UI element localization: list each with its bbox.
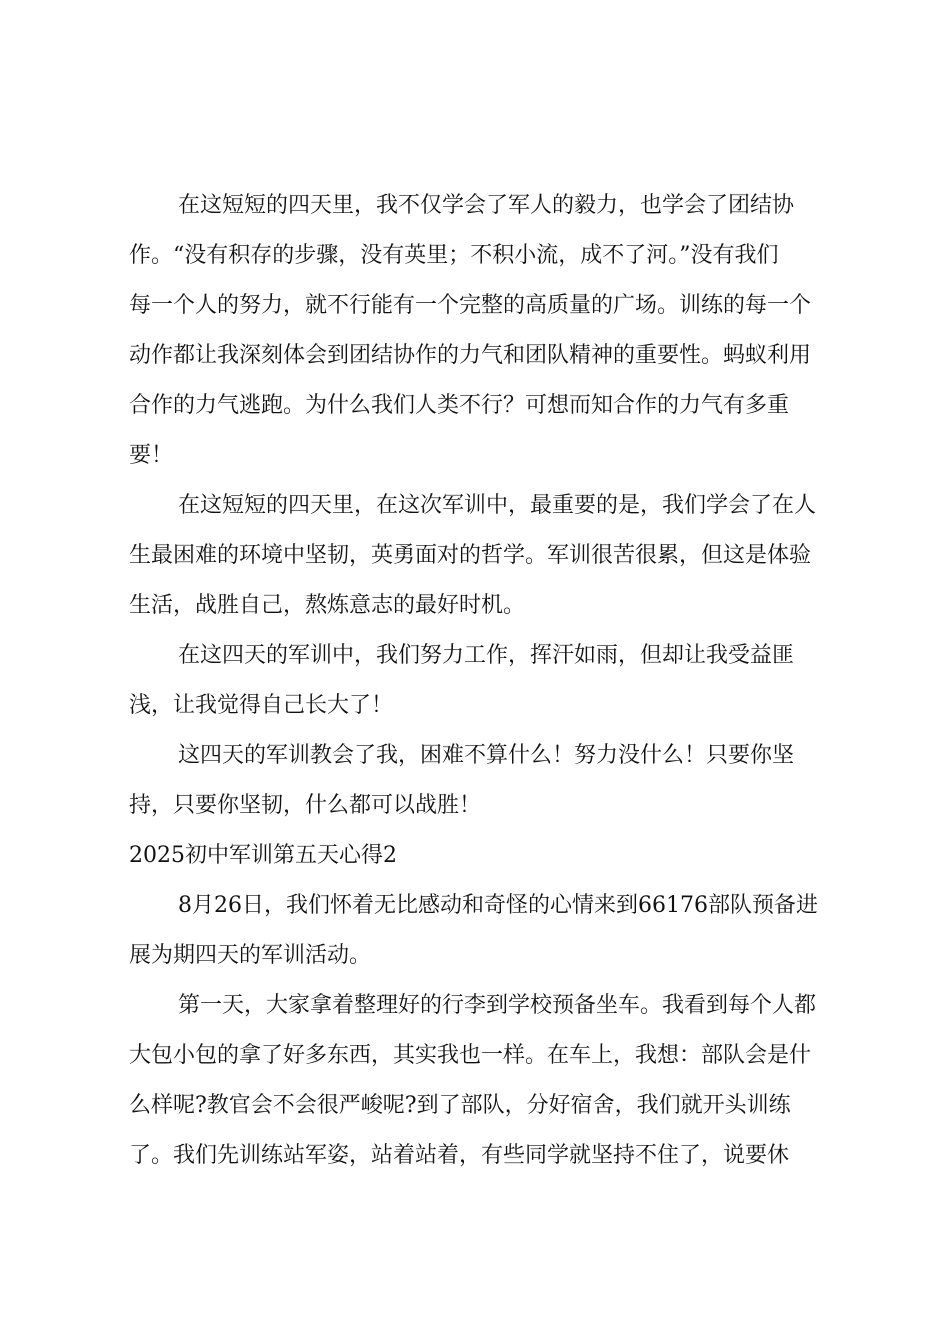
paragraph-1-line-6: 要！: [129, 443, 174, 468]
paragraph-4-line-2: 持，只要你坚韧，什么都可以战胜！: [129, 793, 482, 818]
paragraph-3-line-1: 在这四天的军训中，我们努力工作，挥汗如雨，但却让我受益匪: [178, 643, 795, 668]
paragraph-5-line-2: 展为期四天的军训活动。: [129, 943, 372, 968]
paragraph-6-line-1: 第一天，大家拿着整理好的行李到学校预备坐车。我看到每个人都: [178, 993, 817, 1018]
section-heading: 2025初中军训第五天心得2: [129, 843, 397, 868]
paragraph-3-line-2: 浅，让我觉得自己长大了！: [129, 693, 394, 718]
paragraph-2-line-3: 生活，战胜自己，熬炼意志的最好时机。: [129, 593, 526, 618]
paragraph-4-line-1: 这四天的军训教会了我，困难不算什么！努力没什么！只要你坚: [178, 743, 795, 768]
paragraph-6-line-2: 大包小包的拿了好多东西，其实我也一样。在车上，我想：部队会是什: [129, 1043, 812, 1068]
paragraph-6-line-3: 么样呢?教官会不会很严峻呢?到了部队，分好宿舍，我们就开头训练: [129, 1093, 791, 1118]
paragraph-1-line-2: 作。“没有积存的步骤，没有英里；不积小流，成不了河。”没有我们: [129, 243, 779, 268]
paragraph-1-line-3: 每一个人的努力，就不行能有一个完整的高质量的广场。训练的每一个: [129, 293, 812, 318]
paragraph-2-line-2: 生最困难的环境中坚韧，英勇面对的哲学。军训很苦很累，但这是体验: [129, 543, 812, 568]
paragraph-1-line-4: 动作都让我深刻体会到团结协作的力气和团队精神的重要性。蚂蚁利用: [129, 343, 812, 368]
paragraph-5-line-1: 8月26日，我们怀着无比感动和奇怪的心情来到66176部队预备进: [178, 893, 818, 918]
paragraph-1-line-1: 在这短短的四天里，我不仅学会了军人的毅力，也学会了团结协: [178, 193, 795, 218]
paragraph-6-line-4: 了。我们先训练站军姿，站着站着，有些同学就坚持不住了，说要休: [129, 1143, 790, 1168]
paragraph-1-line-5: 合作的力气逃跑。为什么我们人类不行？可想而知合作的力气有多重: [129, 393, 790, 418]
paragraph-2-line-1: 在这短短的四天里，在这次军训中，最重要的是，我们学会了在人: [178, 493, 817, 518]
